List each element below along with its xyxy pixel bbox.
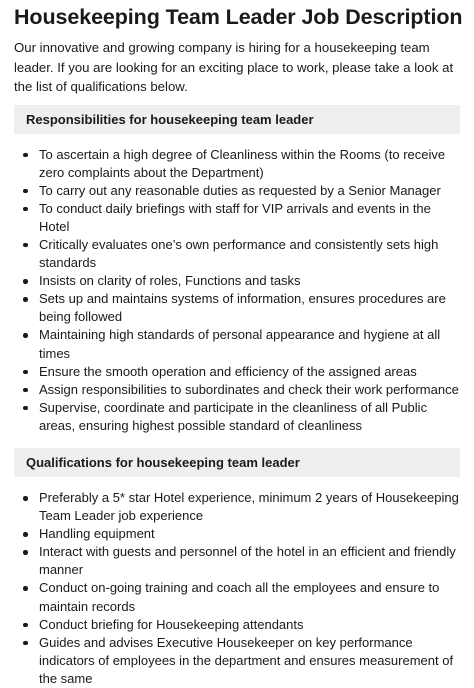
responsibilities-list [14,146,460,436]
list-item: Insists on clarity of roles, Functions and tasks [39,272,460,290]
list-item: To carry out any reasonable duties as requested by a Senior Manager [39,182,460,200]
responsibilities-heading: Responsibilities for housekeeping team leader [14,105,460,134]
qualifications-heading: Qualifications for housekeeping team leader [14,448,460,477]
list-item: To ascertain a high degree of Cleanliness within the Rooms (to receive zero complaints about the Department) [39,146,460,182]
list-item: Handling equipment [39,525,460,543]
job-description-page [0,4,474,686]
list-item: Maintaining high standards of personal appearance and hygiene at all times [39,326,460,362]
list-item: Ensure the smooth operation and efficiency of the assigned areas [39,363,460,381]
list-item: Preferably a 5* star Hotel experience, minimum 2 years of Housekeeping Team Leader job experience [39,489,460,525]
list-item: Assign responsibilities to subordinates and check their work performance [39,381,460,399]
list-item: Conduct briefing for Housekeeping attendants [39,616,460,634]
list-item: Conduct on-going training and coach all the employees and ensure to maintain records [39,579,460,615]
list-item: Interact with guests and personnel of the hotel in an efficient and friendly manner [39,543,460,579]
page-title: Housekeeping Team Leader Job Description [14,5,463,29]
list-item: Critically evaluates one’s own performance and consistently sets high standards [39,236,460,272]
list-item: Guides and advises Executive Housekeeper on key performance indicators of employees in the department and ensures measurement of the same [39,634,460,688]
list-item: To conduct daily briefings with staff for VIP arrivals and events in the Hotel [39,200,460,236]
list-item: Sets up and maintains systems of information, ensures procedures are being followed [39,290,460,326]
list-item: Supervise, coordinate and participate in the cleanliness of all Public areas, ensuring highest possible standard of cleanliness [39,399,460,435]
qualifications-list [14,489,460,688]
intro-paragraph: Our innovative and growing company is hiring for a housekeeping team leader. If you are looking for an exciting place to work, please take a look at the list of qualifications below. [14,40,454,94]
